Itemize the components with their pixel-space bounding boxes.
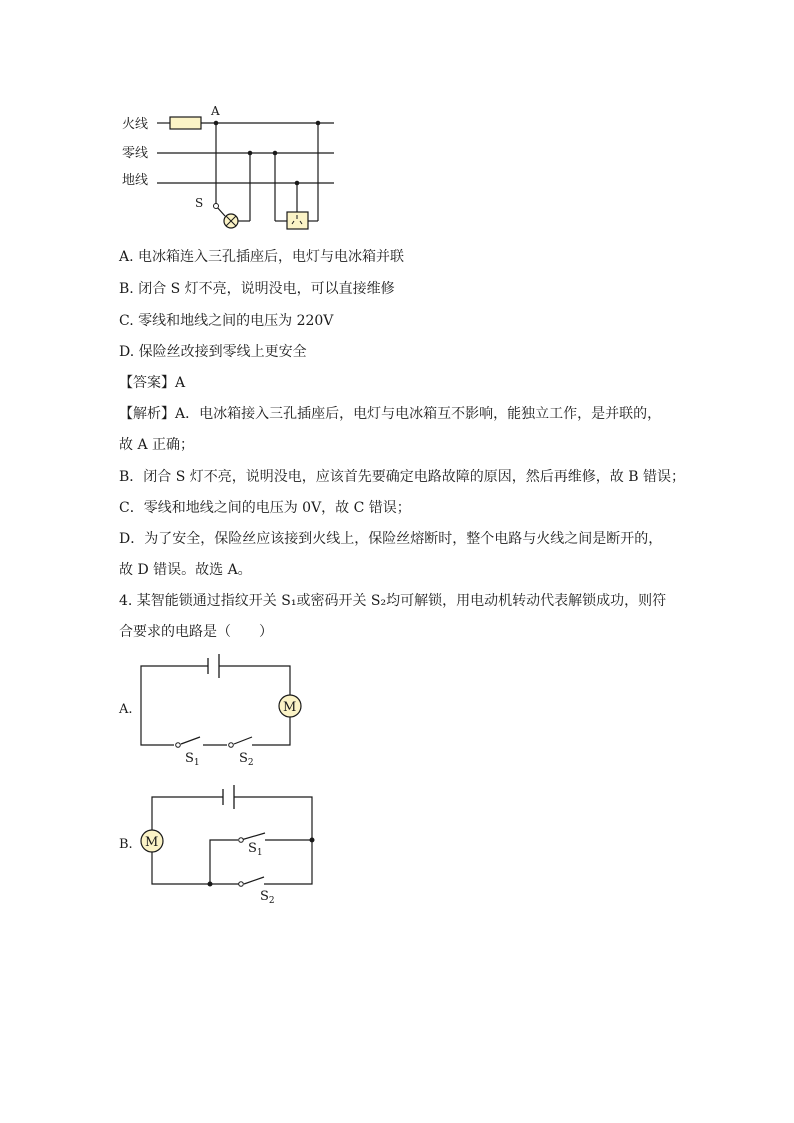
svg-text:M: M bbox=[283, 700, 297, 715]
q3-option-d: D. 保险丝改接到零线上更安全 bbox=[119, 344, 307, 360]
lamp-icon bbox=[224, 214, 238, 228]
q4-question-line1: 4. 某智能锁通过指纹开关 S₁或密码开关 S₂均可解锁，用电动机转动代表解锁成功，则符 bbox=[119, 593, 667, 609]
live-wire-label: 火线 bbox=[122, 117, 149, 132]
switch-s-label: S bbox=[195, 196, 204, 210]
circuit-b-diagram bbox=[0, 780, 794, 910]
switch-s2-label: $S_2$ bbox=[260, 889, 275, 906]
q3-analysis-line1: 【解析】A．电冰箱接入三孔插座后，电灯与电冰箱互不影响，能独立工作，是并联的， bbox=[119, 406, 662, 422]
ground-wire-label: 地线 bbox=[122, 173, 149, 188]
point-a-label: A bbox=[211, 104, 220, 118]
q3-analysis-line6: 故 D 错误。故选 A。 bbox=[119, 562, 252, 578]
q3-option-b: B. 闭合 S 灯不亮，说明没电，可以直接维修 bbox=[119, 281, 395, 297]
household-circuit-diagram bbox=[0, 0, 794, 240]
q4-question-line2: 合要求的电路是（ ） bbox=[119, 624, 273, 640]
q3-option-a: A. 电冰箱连入三孔插座后，电灯与电冰箱并联 bbox=[119, 249, 405, 265]
circuit-a-diagram bbox=[0, 650, 794, 770]
q4-option-a-label: A. bbox=[119, 702, 133, 717]
q4-option-b-label: B. bbox=[119, 837, 133, 852]
fuse bbox=[170, 117, 201, 129]
q3-analysis-line3: B．闭合 S 灯不亮，说明没电，应该首先要确定电路故障的原因，然后再维修，故 B 错误； bbox=[119, 469, 685, 485]
svg-text:M: M bbox=[145, 835, 159, 850]
q3-analysis-line2: 故 A 正确； bbox=[119, 437, 195, 453]
motor-icon bbox=[279, 695, 301, 717]
q3-analysis-line5: D．为了安全，保险丝应该接到火线上，保险丝熔断时，整个电路与火线之间是断开的， bbox=[119, 531, 663, 547]
switch-s2-label: $S_2$ bbox=[239, 751, 254, 768]
q3-analysis-line4: C．零线和地线之间的电压为 0V，故 C 错误； bbox=[119, 500, 411, 516]
switch-s1-label: $S_1$ bbox=[248, 841, 263, 858]
three-hole-socket-icon bbox=[287, 212, 308, 229]
switch-s1-label: $S_1$ bbox=[185, 751, 200, 768]
q3-option-c: C. 零线和地线之间的电压为 220V bbox=[119, 313, 334, 329]
motor-icon bbox=[141, 830, 163, 852]
neutral-wire-label: 零线 bbox=[122, 146, 149, 161]
q3-answer: 【答案】A bbox=[119, 375, 186, 391]
